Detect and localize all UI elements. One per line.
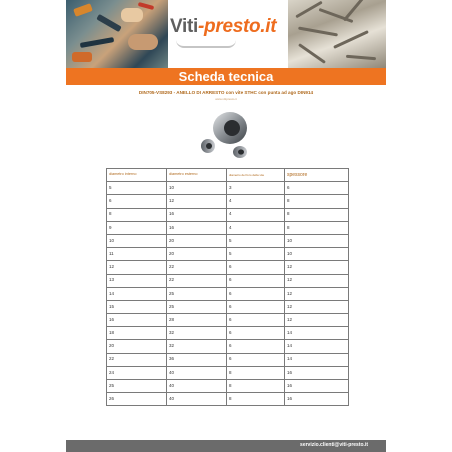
table-row (107, 300, 349, 313)
product-description: DIN705-VS8293 - ANELLO DI ARRESTO con vite STHC con punta ad ago DIN914 (138, 90, 314, 95)
table-row (107, 340, 349, 353)
table-cell: 6 (227, 274, 285, 287)
table-cell: 10 (107, 234, 167, 247)
table-cell: 24 (107, 366, 167, 379)
table-row (107, 287, 349, 300)
col-header-outer-diameter: diametro esterno (167, 169, 227, 182)
datasheet-page (66, 0, 386, 452)
table-row (107, 195, 349, 208)
table-cell: 22 (167, 261, 227, 274)
table-row (107, 248, 349, 261)
table-cell: 6 (227, 287, 285, 300)
table-cell: 12 (107, 261, 167, 274)
table-row (107, 182, 349, 195)
col-header-inner-diameter: diametro interno (107, 169, 167, 182)
table-cell: 14 (285, 340, 349, 353)
table-cell: 14 (285, 353, 349, 366)
table-cell: 3 (227, 182, 285, 195)
table-cell: 26 (107, 393, 167, 406)
page-title: Scheda tecnica (178, 69, 274, 84)
table-cell: 16 (285, 380, 349, 393)
table-cell: 28 (167, 314, 227, 327)
table-cell: 20 (167, 234, 227, 247)
table-cell: 40 (167, 366, 227, 379)
brand-logo[interactable] (170, 16, 276, 38)
tools-photo (66, 0, 168, 68)
table-cell: 20 (167, 248, 227, 261)
table-cell: 25 (107, 380, 167, 393)
table-cell: 22 (107, 353, 167, 366)
table-cell: 14 (107, 287, 167, 300)
table-cell: 12 (167, 195, 227, 208)
logo-text-presto: -presto.it (198, 16, 277, 37)
table-cell: 13 (107, 274, 167, 287)
table-cell: 18 (107, 327, 167, 340)
table-cell: 16 (107, 314, 167, 327)
logo-area (168, 0, 288, 68)
table-cell: 40 (167, 393, 227, 406)
large-collar-hole (224, 120, 240, 136)
table-cell: 20 (107, 340, 167, 353)
table-row (107, 274, 349, 287)
title-bar (66, 68, 386, 85)
table-cell: 6 (107, 195, 167, 208)
table-cell: 8 (285, 221, 349, 234)
table-cell: 22 (167, 274, 227, 287)
table-body (107, 182, 349, 406)
table-cell: 6 (227, 261, 285, 274)
table-cell: 14 (285, 327, 349, 340)
table-cell: 32 (167, 340, 227, 353)
table-row (107, 221, 349, 234)
table-row (107, 393, 349, 406)
table-cell: 6 (227, 327, 285, 340)
small-collar-left-hole (206, 143, 212, 149)
table-row (107, 366, 349, 379)
table-cell: 12 (285, 300, 349, 313)
logo-swoosh (176, 40, 236, 48)
table-cell: 36 (167, 353, 227, 366)
table-cell: 5 (227, 234, 285, 247)
table-cell: 16 (167, 221, 227, 234)
table-cell: 16 (167, 208, 227, 221)
table-cell: 16 (285, 393, 349, 406)
table-cell: 10 (285, 234, 349, 247)
table-cell: 6 (227, 300, 285, 313)
logo-text-viti: Viti (170, 16, 199, 37)
table-cell: 5 (107, 182, 167, 195)
table-row (107, 353, 349, 366)
table-row (107, 380, 349, 393)
table-row (107, 261, 349, 274)
table-cell: 4 (227, 195, 285, 208)
table-cell: 8 (107, 208, 167, 221)
table-cell: 4 (227, 221, 285, 234)
product-note: www.vitipresto.it (215, 97, 237, 101)
footer-bar (66, 440, 386, 452)
table-cell: 25 (167, 287, 227, 300)
table-row (107, 327, 349, 340)
header-banner (66, 0, 386, 68)
table-cell: 6 (285, 182, 349, 195)
table-cell: 10 (167, 182, 227, 195)
table-cell: 4 (227, 208, 285, 221)
contact-email[interactable]: servizio.clienti@viti-presto.it (300, 442, 368, 448)
table-cell: 10 (285, 248, 349, 261)
table-cell: 12 (285, 261, 349, 274)
col-header-screw-hole: diametro del foro della vite (227, 169, 285, 182)
table-cell: 11 (107, 248, 167, 261)
table-cell: 8 (227, 380, 285, 393)
screws-photo (288, 0, 386, 68)
table-cell: 16 (285, 366, 349, 379)
table-cell: 6 (227, 353, 285, 366)
table-cell: 12 (285, 287, 349, 300)
table-row (107, 314, 349, 327)
table-cell: 6 (227, 314, 285, 327)
table-cell: 15 (107, 300, 167, 313)
table-cell: 12 (285, 274, 349, 287)
table-header-row (107, 169, 349, 182)
table-cell: 25 (167, 300, 227, 313)
table-cell: 12 (285, 314, 349, 327)
table-cell: 8 (227, 366, 285, 379)
table-row (107, 208, 349, 221)
table-cell: 8 (285, 195, 349, 208)
table-cell: 32 (167, 327, 227, 340)
table-cell: 8 (285, 208, 349, 221)
collar-image (196, 106, 256, 162)
table-cell: 9 (107, 221, 167, 234)
table-cell: 40 (167, 380, 227, 393)
table-cell: 5 (227, 248, 285, 261)
table-cell: 8 (227, 393, 285, 406)
small-collar-right-hole (238, 149, 244, 154)
dimensions-table (106, 168, 349, 406)
table-row (107, 234, 349, 247)
table-cell: 6 (227, 340, 285, 353)
col-header-thickness: spessore (285, 169, 349, 182)
